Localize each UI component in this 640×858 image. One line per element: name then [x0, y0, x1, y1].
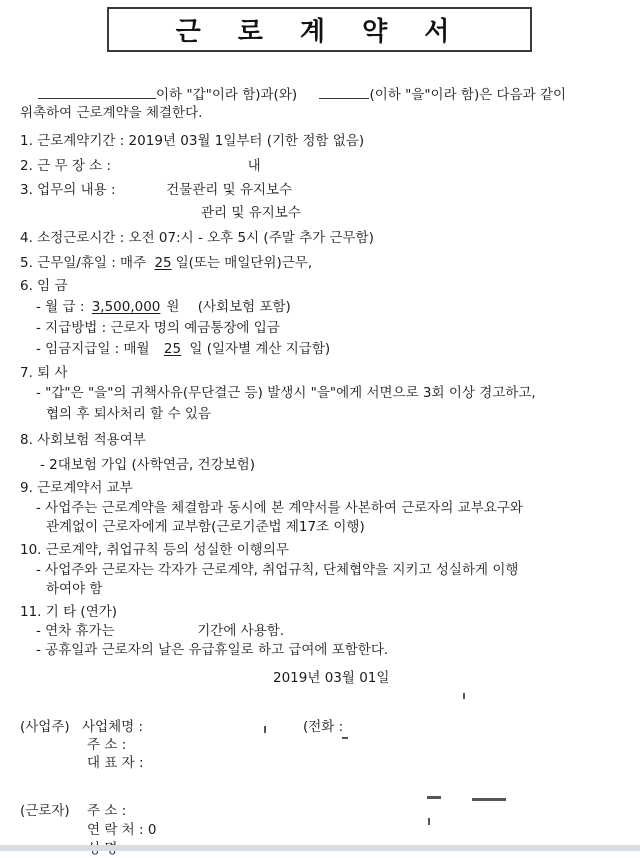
item-8-insurance: 8. 사회보험 적용여부: [20, 432, 146, 448]
worker-tag: (근로자): [20, 803, 70, 819]
duties-label: 3. 업무의 내용 :: [20, 182, 116, 198]
workdays-day: 25: [154, 255, 172, 271]
workdays-label: 5. 근무일/휴일 : 매주: [20, 255, 147, 271]
resign-text-1: - "갑"은 "을"의 귀책사유(무단결근 등) 발생시 "을"에게 서면으로 3회 이상 경고하고,: [36, 385, 536, 401]
wage-method: - 지급방법 : 근로자 명의 예금통장에 입금: [36, 320, 280, 336]
wage-paydate: [36, 340, 330, 358]
contract-date: 2019년 03월 01일: [273, 670, 390, 686]
workdays-rest: 일(또는 매일단위)근무,: [175, 255, 313, 271]
intro-line-1: [38, 86, 566, 104]
item-6-wage: 6. 임 금: [20, 278, 68, 294]
item-5-workdays: [20, 254, 312, 272]
scan-mark: [472, 798, 506, 801]
intro-part-b: (이하 "을"이라 함)은 다음과 같이: [369, 87, 567, 103]
bottom-edge: [0, 845, 640, 851]
wage-unit: 원: [166, 299, 180, 315]
employer-phone-label: (전화 :: [303, 719, 344, 735]
item-3-duties: [20, 181, 292, 199]
insurance-text: - 2대보험 가입 (사학연금, 건강보험): [40, 457, 255, 473]
item-10-obligations: 10. 근로계약, 취업규칙 등의 성실한 이행의무: [20, 542, 289, 558]
item-11-other: 11. 기 타 (연가): [20, 604, 118, 620]
duties-text: 건물관리 및 유지보수: [166, 182, 293, 198]
delivery-text-1: - 사업주는 근로계약을 체결함과 동시에 본 계약서를 사본하여 근로자의 교부요구와: [36, 500, 523, 516]
employer-tag: (사업주): [20, 719, 70, 735]
intro-part-a: 이하 "갑"이라 함)과(와): [156, 87, 298, 103]
paydate-day: 25: [163, 341, 182, 357]
scan-mark: [427, 796, 441, 799]
wage-monthly-value: 3,500,000: [91, 299, 161, 315]
employer-name-blank: [38, 86, 156, 99]
employer-address-label: 주 소 :: [87, 737, 127, 753]
leave-text-a: - 연차 휴가는: [36, 623, 115, 639]
intro-line-2: 위촉하여 근로계약을 체결한다.: [20, 105, 203, 121]
item-7-resign: 7. 퇴 사: [20, 365, 68, 381]
obligations-text-1: - 사업주와 근로자는 각자가 근로계약, 취업규칙, 단체협약을 지키고 성실하게 이행: [36, 562, 519, 578]
holiday-text: - 공휴일과 근로자의 날은 유급휴일로 하고 급여에 포함한다.: [36, 642, 389, 658]
scan-mark: [264, 726, 266, 733]
obligations-text-2: 하여야 함: [46, 581, 103, 597]
worker-contact-label: 연 락 처 : 0: [87, 822, 157, 838]
wage-monthly-label: - 월 급 :: [36, 299, 85, 315]
item-4-hours: 4. 소정근로시간 : 오전 07:시 - 오후 5시 (주말 추가 근무함): [20, 230, 374, 246]
delivery-text-2: 관계없이 근로자에게 교부함(근로기준법 제17조 이행): [46, 519, 365, 535]
item-9-delivery: 9. 근로계약서 교부: [20, 480, 133, 496]
leave-text: [36, 622, 284, 640]
paydate-rest: 일 (일자별 계산 지급함): [189, 341, 331, 357]
item-1-contract-period: 1. 근로계약기간 : 2019년 03월 1일부터 (기한 정함 없음): [20, 133, 365, 149]
wage-monthly: [36, 298, 291, 316]
workplace-label: 2. 근 무 장 소 :: [20, 158, 112, 174]
paydate-label: - 임금지급일 : 매월: [36, 341, 150, 357]
wage-note: (사회보험 포함): [197, 299, 291, 315]
title-box: [107, 7, 532, 52]
leave-text-b: 기간에 사용함.: [197, 623, 285, 639]
document-title: 근 로 계 약 서: [175, 17, 464, 47]
worker-name-blank: [319, 86, 369, 99]
item-2-workplace: [20, 157, 261, 175]
workplace-suffix: 내: [247, 158, 261, 174]
resign-text-2: 협의 후 퇴사처리 할 수 있음: [46, 406, 211, 422]
scan-mark: [428, 818, 430, 825]
employer-rep-label: 대 표 자 :: [87, 755, 144, 771]
employer-name-label: 사업체명 :: [82, 719, 144, 735]
scan-mark: [342, 737, 348, 739]
duties-text-2: 관리 및 유지보수: [201, 205, 301, 221]
scan-mark: [463, 693, 465, 699]
worker-address-label: 주 소 :: [87, 803, 127, 819]
